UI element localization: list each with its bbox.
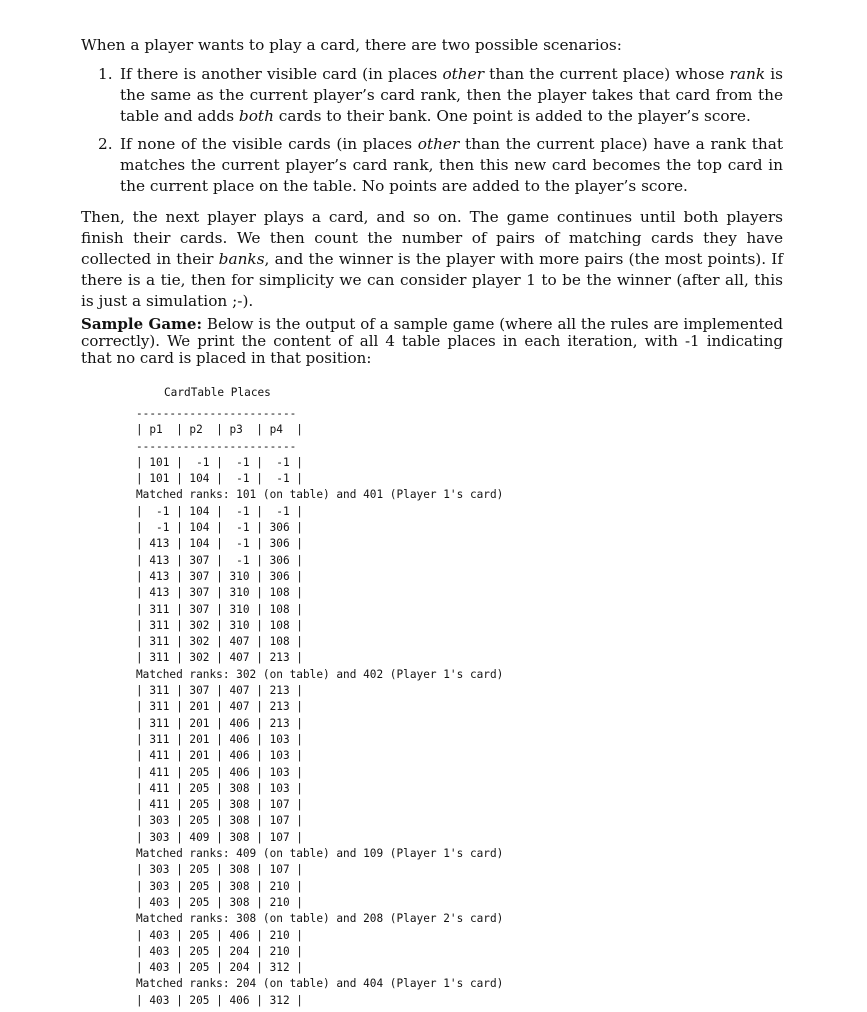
rule-number: 2.	[98, 135, 113, 153]
table-row: | 413 | 307 | -1 | 306 |	[136, 553, 303, 567]
table-row: | 411 | 205 | 406 | 103 |	[136, 765, 303, 779]
table-row: | 303 | 205 | 308 | 210 |	[136, 879, 303, 893]
game-end-paragraph: Then, the next player plays a card, and so on. The game continues until both players finish their cards. We then count the number of pairs of matching cards they have collected in their banks, and the winner is the player with more pairs (the most points). If there is a tie, then for simplicity we can consider player 1 to be the winner (after all, this is just a simulation ;-).	[81, 208, 783, 310]
match-line: Matched ranks: 204 (on table) and 404 (Player 1's card)	[136, 977, 504, 991]
table-row: | 413 | 307 | 310 | 306 |	[136, 569, 303, 583]
rule-item	[98, 64, 783, 127]
table-row: | 403 | 205 | 204 | 210 |	[136, 944, 303, 958]
table-row: | 303 | 205 | 308 | 107 |	[136, 863, 303, 877]
table-row: | 403 | 205 | 308 | 210 |	[136, 895, 303, 909]
table-row: | 413 | 104 | -1 | 306 |	[136, 537, 303, 551]
table-row: | 411 | 205 | 308 | 103 |	[136, 781, 303, 795]
table-row: | 311 | 201 | 406 | 103 |	[136, 732, 303, 746]
table-row: | 411 | 201 | 406 | 103 |	[136, 749, 303, 763]
match-line: Matched ranks: 308 (on table) and 208 (Player 2's card)	[136, 912, 504, 926]
table-row: | 403 | 205 | 204 | 312 |	[136, 961, 303, 975]
table-row: | 403 | 205 | 406 | 210 |	[136, 928, 303, 942]
table-separator: ------------------------	[136, 439, 297, 453]
rule-text: If none of the visible cards (in places other than the current place) have a rank that matches the current player’s card rank, then this new card becomes the top card in the current place on the table. No points are added to the player’s score.	[120, 135, 784, 195]
table-row: | 403 | 205 | 406 | 312 |	[136, 993, 303, 1007]
table-row: | -1 | 104 | -1 | -1 |	[136, 504, 303, 518]
table-row: | 311 | 302 | 407 | 108 |	[136, 635, 303, 649]
table-row: | 413 | 307 | 310 | 108 |	[136, 586, 303, 600]
table-row: | -1 | 104 | -1 | 306 |	[136, 521, 303, 535]
table-row: | 311 | 302 | 310 | 108 |	[136, 618, 303, 632]
table-row: | 303 | 205 | 308 | 107 |	[136, 814, 303, 828]
sample-game-label: Sample Game:	[81, 315, 203, 333]
rules-list	[98, 64, 783, 204]
card-table-heading: CardTable Places	[164, 386, 271, 399]
table-row: | 311 | 302 | 407 | 213 |	[136, 651, 303, 665]
match-line: Matched ranks: 302 (on table) and 402 (Player 1's card)	[136, 667, 504, 681]
table-row: | 311 | 307 | 310 | 108 |	[136, 602, 303, 616]
table-row: | 101 | -1 | -1 | -1 |	[136, 455, 303, 469]
game-output	[136, 386, 503, 1009]
table-row: | 311 | 201 | 406 | 213 |	[136, 716, 303, 730]
table-row: | 311 | 307 | 407 | 213 |	[136, 684, 303, 698]
table-separator: ------------------------	[136, 407, 297, 420]
rule-number: 1.	[98, 65, 113, 83]
table-row: | 411 | 205 | 308 | 107 |	[136, 798, 303, 812]
sample-game-paragraph: Sample Game: Below is the output of a sample game (where all the rules are implemented correctly). We print the content of all 4 table places in each iteration, with -1 indicating that no card is placed in that position:	[81, 315, 783, 367]
rule-text: If there is another visible card (in places other than the current place) whose rank is the same as the current player’s card rank, then the player takes that card from the table and adds both cards to their bank. One point is added to the player’s score.	[120, 65, 783, 125]
table-row: | 101 | 104 | -1 | -1 |	[136, 472, 303, 486]
match-line: Matched ranks: 101 (on table) and 401 (Player 1's card)	[136, 488, 504, 502]
intro-paragraph: When a player wants to play a card, there are two possible scenarios:	[81, 36, 622, 54]
table-row: | 303 | 409 | 308 | 107 |	[136, 830, 303, 844]
rule-item	[98, 134, 783, 197]
table-header-row: | p1 | p2 | p3 | p4 |	[136, 423, 303, 437]
table-row: | 311 | 201 | 407 | 213 |	[136, 700, 303, 714]
match-line: Matched ranks: 409 (on table) and 109 (Player 1's card)	[136, 847, 504, 861]
game-lines	[136, 455, 503, 1009]
